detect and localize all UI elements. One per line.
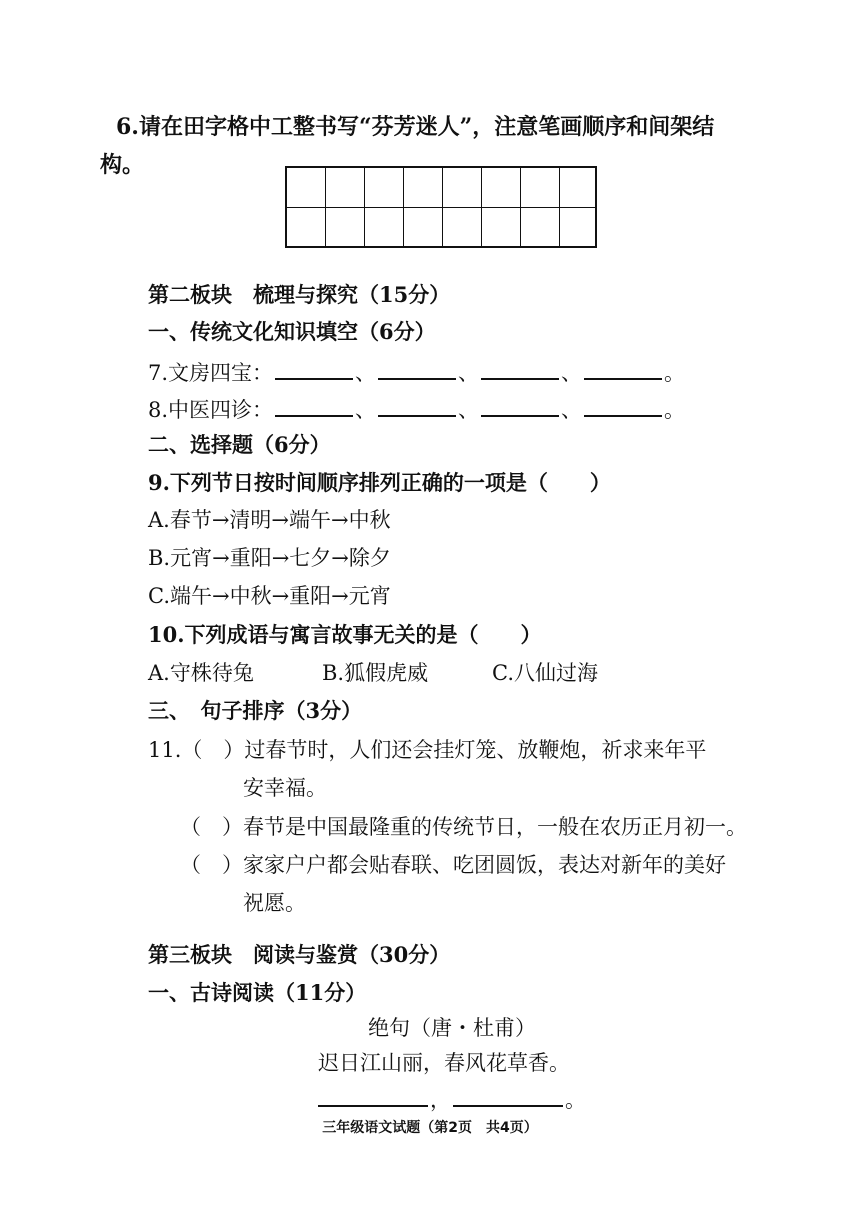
answer-blank[interactable] <box>378 393 456 417</box>
grid-midline <box>287 207 595 208</box>
page-footer: 三年级语文试题（第2页 共4页） <box>322 1120 538 1136</box>
question-9-option-b: B.元宵→重阳→七夕→除夕 <box>148 546 391 570</box>
section-3-heading: 第三板块 阅读与鉴赏（30分） <box>148 942 451 967</box>
question-11-sentence-3: （ ）家家户户都会贴春联、吃团圆饭，表达对新年的美好 <box>180 853 726 877</box>
question-11-sentence-3-cont: 祝愿。 <box>243 891 306 915</box>
answer-blank[interactable] <box>584 356 662 380</box>
section-2-part-2: 二、选择题（6分） <box>148 432 331 457</box>
question-9: 9.下列节日按时间顺序排列正确的一项是（ ） <box>148 470 611 495</box>
answer-blank[interactable] <box>584 393 662 417</box>
question-10-option-a: A.守株待兔 <box>148 661 254 685</box>
poem-line-2-blanks: ， 。 <box>316 1083 586 1115</box>
section-2-heading: 第二板块 梳理与探究（15分） <box>148 282 451 307</box>
section-2-part-3: 三、 句子排序（3分） <box>148 698 363 723</box>
question-8-label: 8.中医四诊： <box>148 398 274 422</box>
answer-blank[interactable] <box>481 393 559 417</box>
question-7-label: 7.文房四宝： <box>148 361 274 385</box>
question-11-sentence-1-cont: 安幸福。 <box>243 776 327 800</box>
question-11-sentence-1: 11.（ ）过春节时，人们还会挂灯笼、放鞭炮，祈求来年平 <box>148 738 707 762</box>
poem-title: 绝句（唐・杜甫） <box>368 1016 536 1040</box>
answer-blank[interactable] <box>453 1083 563 1107</box>
answer-blank[interactable] <box>275 356 353 380</box>
question-7: 7.文房四宝： 、 、 、 。 <box>148 356 685 388</box>
section-2-part-1: 一、传统文化知识填空（6分） <box>148 319 436 344</box>
section-3-part-1: 一、古诗阅读（11分） <box>148 980 367 1005</box>
tianzige-grid[interactable] <box>285 166 597 248</box>
answer-blank[interactable] <box>378 356 456 380</box>
poem-line-1: 迟日江山丽，春风花草香。 <box>318 1051 570 1075</box>
question-8: 8.中医四诊： 、 、 、 。 <box>148 393 685 425</box>
question-10-option-b: B.狐假虎威 <box>322 661 429 685</box>
answer-blank[interactable] <box>275 393 353 417</box>
question-10: 10.下列成语与寓言故事无关的是（ ） <box>148 622 542 647</box>
answer-blank[interactable] <box>481 356 559 380</box>
answer-blank[interactable] <box>318 1083 428 1107</box>
question-6-line2: 构。 <box>100 152 145 178</box>
question-10-option-c: C.八仙过海 <box>492 661 598 685</box>
question-6-line1: 6.请在田字格中工整书写“芬芳迷人”，注意笔画顺序和间架结 <box>116 114 715 140</box>
question-9-option-c: C.端午→中秋→重阳→元宵 <box>148 584 391 608</box>
question-9-option-a: A.春节→清明→端午→中秋 <box>148 508 391 532</box>
question-11-sentence-2: （ ）春节是中国最隆重的传统节日，一般在农历正月初一。 <box>180 815 747 839</box>
